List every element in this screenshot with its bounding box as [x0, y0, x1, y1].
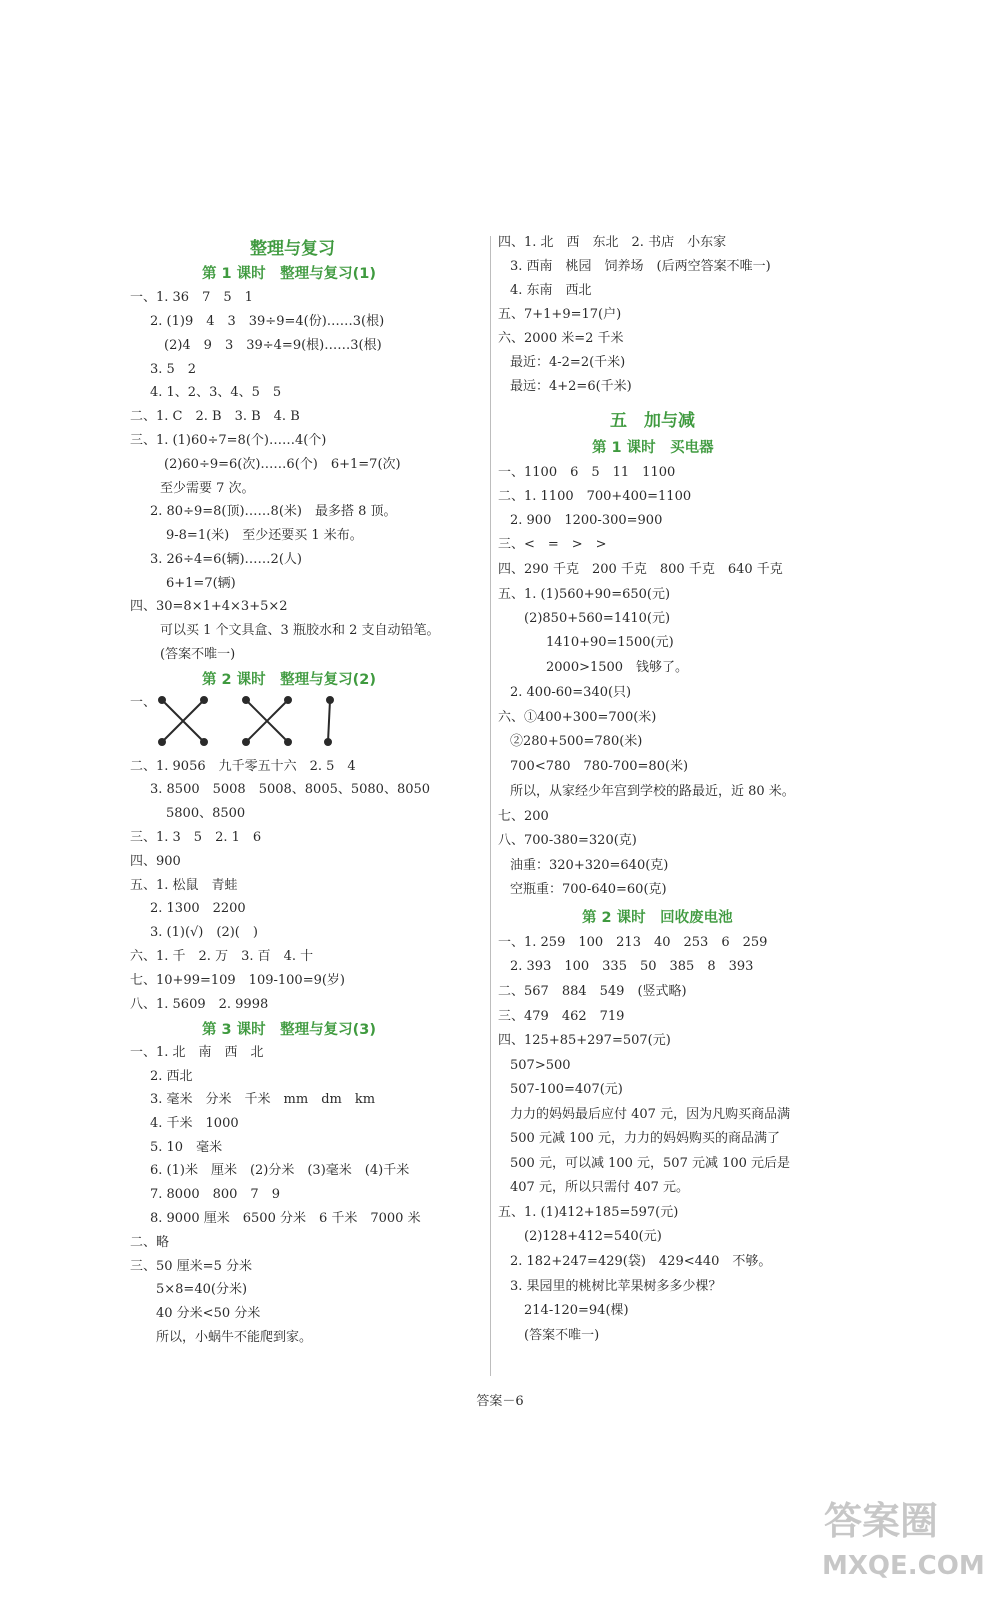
- answer-line: 3. 26÷4=6(辆)……2(人): [150, 552, 302, 567]
- answer-line: 四、900: [130, 854, 181, 869]
- answer-line: 507>500: [510, 1058, 571, 1073]
- page-number: 答案－6: [476, 1394, 524, 1409]
- answer-line: 2000>1500 钱够了。: [546, 660, 689, 675]
- lesson1-title: 第 1 课时 整理与复习(1): [202, 266, 377, 282]
- answer-line: 二、1. 9056 九千零五十六 2. 5 4: [130, 759, 356, 774]
- answer-line: 500 元，可以减 100 元，507 元减 100 元后是: [510, 1156, 791, 1171]
- answer-line: 六、①400+300=700(米): [498, 710, 657, 725]
- answer-line: 二、567 884 549 (竖式略): [498, 984, 687, 999]
- answer-line: 六、1. 千 2. 万 3. 百 4. 十: [130, 949, 314, 964]
- answer-line: 三、< = > >: [498, 537, 607, 552]
- answer-line: 八、1. 5609 2. 9998: [130, 997, 269, 1012]
- answer-line: 三、479 462 719: [498, 1009, 625, 1024]
- answer-line: 2. 西北: [150, 1069, 193, 1084]
- answer-line: 507-100=407(元): [510, 1082, 623, 1097]
- answer-line: 9-8=1(米) 至少还要买 1 米布。: [166, 528, 363, 543]
- answer-line: 二、1. 1100 700+400=1100: [498, 489, 692, 504]
- answer-line: 至少需要 7 次。: [160, 481, 255, 496]
- answer-line: 500 元减 100 元，力力的妈妈购买的商品满了: [510, 1131, 781, 1146]
- answer-line: 3. 果园里的桃树比苹果树多多少棵？: [510, 1279, 722, 1294]
- answer-line: 407 元，所以只需付 407 元。: [510, 1180, 690, 1195]
- answer-line: ②280+500=780(米): [510, 734, 643, 749]
- unit-title: 五 加与减: [610, 411, 695, 431]
- answer-line: 4. 1、2、3、4、5 5: [150, 385, 282, 400]
- answer-line: 2. 900 1200-300=900: [510, 513, 663, 528]
- answer-line: 五、1. (1)412+185=597(元): [498, 1205, 679, 1220]
- answer-line: 一、1. 36 7 5 1: [130, 290, 253, 305]
- answer-line: 3. 西南 桃园 饲养场 (后两空答案不唯一): [510, 259, 771, 274]
- answer-line: 2. (1)9 4 3 39÷9=4(份)……3(根): [150, 314, 385, 329]
- answer-line: 8. 9000 厘米 6500 分米 6 千米 7000 米: [150, 1211, 421, 1226]
- answer-line: (2)128+412=540(元): [524, 1229, 662, 1244]
- answer-line: 40 分米<50 分米: [156, 1306, 261, 1321]
- svg-text:答案圈: 答案圈: [824, 1499, 939, 1543]
- answer-line: 2. 393 100 335 50 385 8 393: [510, 959, 754, 974]
- answer-line: 四、290 千克 200 千克 800 千克 640 千克: [498, 562, 783, 577]
- section-title: 整理与复习: [250, 239, 335, 259]
- answer-line: 四、1. 北 西 东北 2. 书店 小东家: [498, 235, 727, 250]
- answer-line: 七、10+99=109 109-100=9(岁): [130, 973, 346, 988]
- lesson2-title: 第 2 课时 回收废电池: [582, 910, 733, 926]
- answer-line: 空瓶重：700-640=60(克): [510, 882, 667, 897]
- answer-line: 四、30=8×1+4×3+5×2: [130, 599, 288, 614]
- answer-line: 一、1. 259 100 213 40 253 6 259: [498, 935, 768, 950]
- answer-line: (答案不唯一): [524, 1328, 600, 1343]
- answer-line: 3. 8500 5008 5008、8005、5080、8050: [150, 782, 431, 797]
- watermark-logo: [818, 1490, 985, 1582]
- answer-line: 二、1. C 2. B 3. B 4. B: [130, 409, 300, 424]
- answer-line: (2)60÷9=6(次)……6(个) 6+1=7(次): [164, 457, 401, 472]
- answer-line: 最远：4+2=6(千米): [510, 379, 632, 394]
- answer-line: (答案不唯一): [160, 647, 236, 662]
- answer-line: 2. 1300 2200: [150, 901, 246, 916]
- svg-text:MXQE.COM: MXQE.COM: [822, 1551, 985, 1581]
- answer-line: 可以买 1 个文具盒、3 瓶胶水和 2 支自动铅笔。: [160, 623, 440, 638]
- answer-line: 最近：4-2=2(千米): [510, 355, 626, 370]
- answer-line: 2. 80÷9=8(顶)……8(米) 最多搭 8 顶。: [150, 504, 397, 519]
- answer-line: 5×8=40(分米): [156, 1282, 248, 1297]
- answer-line: 二、略: [130, 1235, 170, 1250]
- answer-line: 700<780 780-700=80(米): [510, 759, 689, 774]
- lesson3-title: 第 3 课时 整理与复习(3): [202, 1022, 377, 1038]
- matching-lines-figure: [154, 692, 344, 752]
- answer-line: 214-120=94(棵): [524, 1303, 629, 1318]
- answer-line: 5800、8500: [166, 806, 246, 821]
- answer-line: 三、1. 3 5 2. 1 6: [130, 830, 262, 845]
- answer-line: 所以，小蜗牛不能爬到家。: [156, 1330, 313, 1345]
- answer-line: 三、50 厘米=5 分米: [130, 1259, 252, 1274]
- answer-line: 2. 400-60=340(只): [510, 685, 632, 700]
- answer-line: 六、2000 米=2 千米: [498, 331, 624, 346]
- answer-line: 4. 千米 1000: [150, 1116, 239, 1131]
- answer-line: 3. 毫米 分米 千米 mm dm km: [150, 1092, 376, 1107]
- answer-line: 八、700-380=320(克): [498, 833, 637, 848]
- lesson1-title: 第 1 课时 买电器: [592, 440, 714, 456]
- answer-line: 五、1. (1)560+90=650(元): [498, 587, 671, 602]
- column-divider: [490, 236, 491, 1376]
- answer-line: 3. (1)(√) (2)( ): [150, 925, 258, 940]
- answer-line: 2. 182+247=429(袋) 429<440 不够。: [510, 1254, 772, 1269]
- answer-line: 五、1. 松鼠 青蛙: [130, 878, 238, 893]
- answer-line: (2)850+560=1410(元): [524, 611, 671, 626]
- answer-line: 6+1=7(辆): [166, 576, 236, 591]
- answer-line: 4. 东南 西北: [510, 283, 592, 298]
- answer-line: 6. (1)米 厘米 (2)分米 (3)毫米 (4)千米: [150, 1163, 410, 1178]
- lesson2-title: 第 2 课时 整理与复习(2): [202, 672, 377, 688]
- answer-line: 力力的妈妈最后应付 407 元，因为凡购买商品满: [510, 1107, 791, 1122]
- answer-line: 7. 8000 800 7 9: [150, 1187, 280, 1202]
- answer-line: 一、1100 6 5 11 1100: [498, 465, 676, 480]
- answer-line: 七、200: [498, 809, 549, 824]
- answer-line: 五、7+1+9=17(户): [498, 307, 622, 322]
- answer-line: 一、: [130, 695, 157, 710]
- answer-line: 1410+90=1500(元): [546, 635, 674, 650]
- answer-line: 油重：320+320=640(克): [510, 858, 669, 873]
- answer-line: 5. 10 毫米: [150, 1140, 223, 1155]
- answer-line: 所以，从家经少年宫到学校的路最近，近 80 米。: [510, 784, 795, 799]
- answer-line: 三、1. (1)60÷7=8(个)……4(个): [130, 433, 327, 448]
- answer-line: 3. 5 2: [150, 362, 197, 377]
- answer-line: 一、1. 北 南 西 北: [130, 1045, 264, 1060]
- answer-line: (2)4 9 3 39÷4=9(根)……3(根): [164, 338, 382, 353]
- answer-line: 四、125+85+297=507(元): [498, 1033, 671, 1048]
